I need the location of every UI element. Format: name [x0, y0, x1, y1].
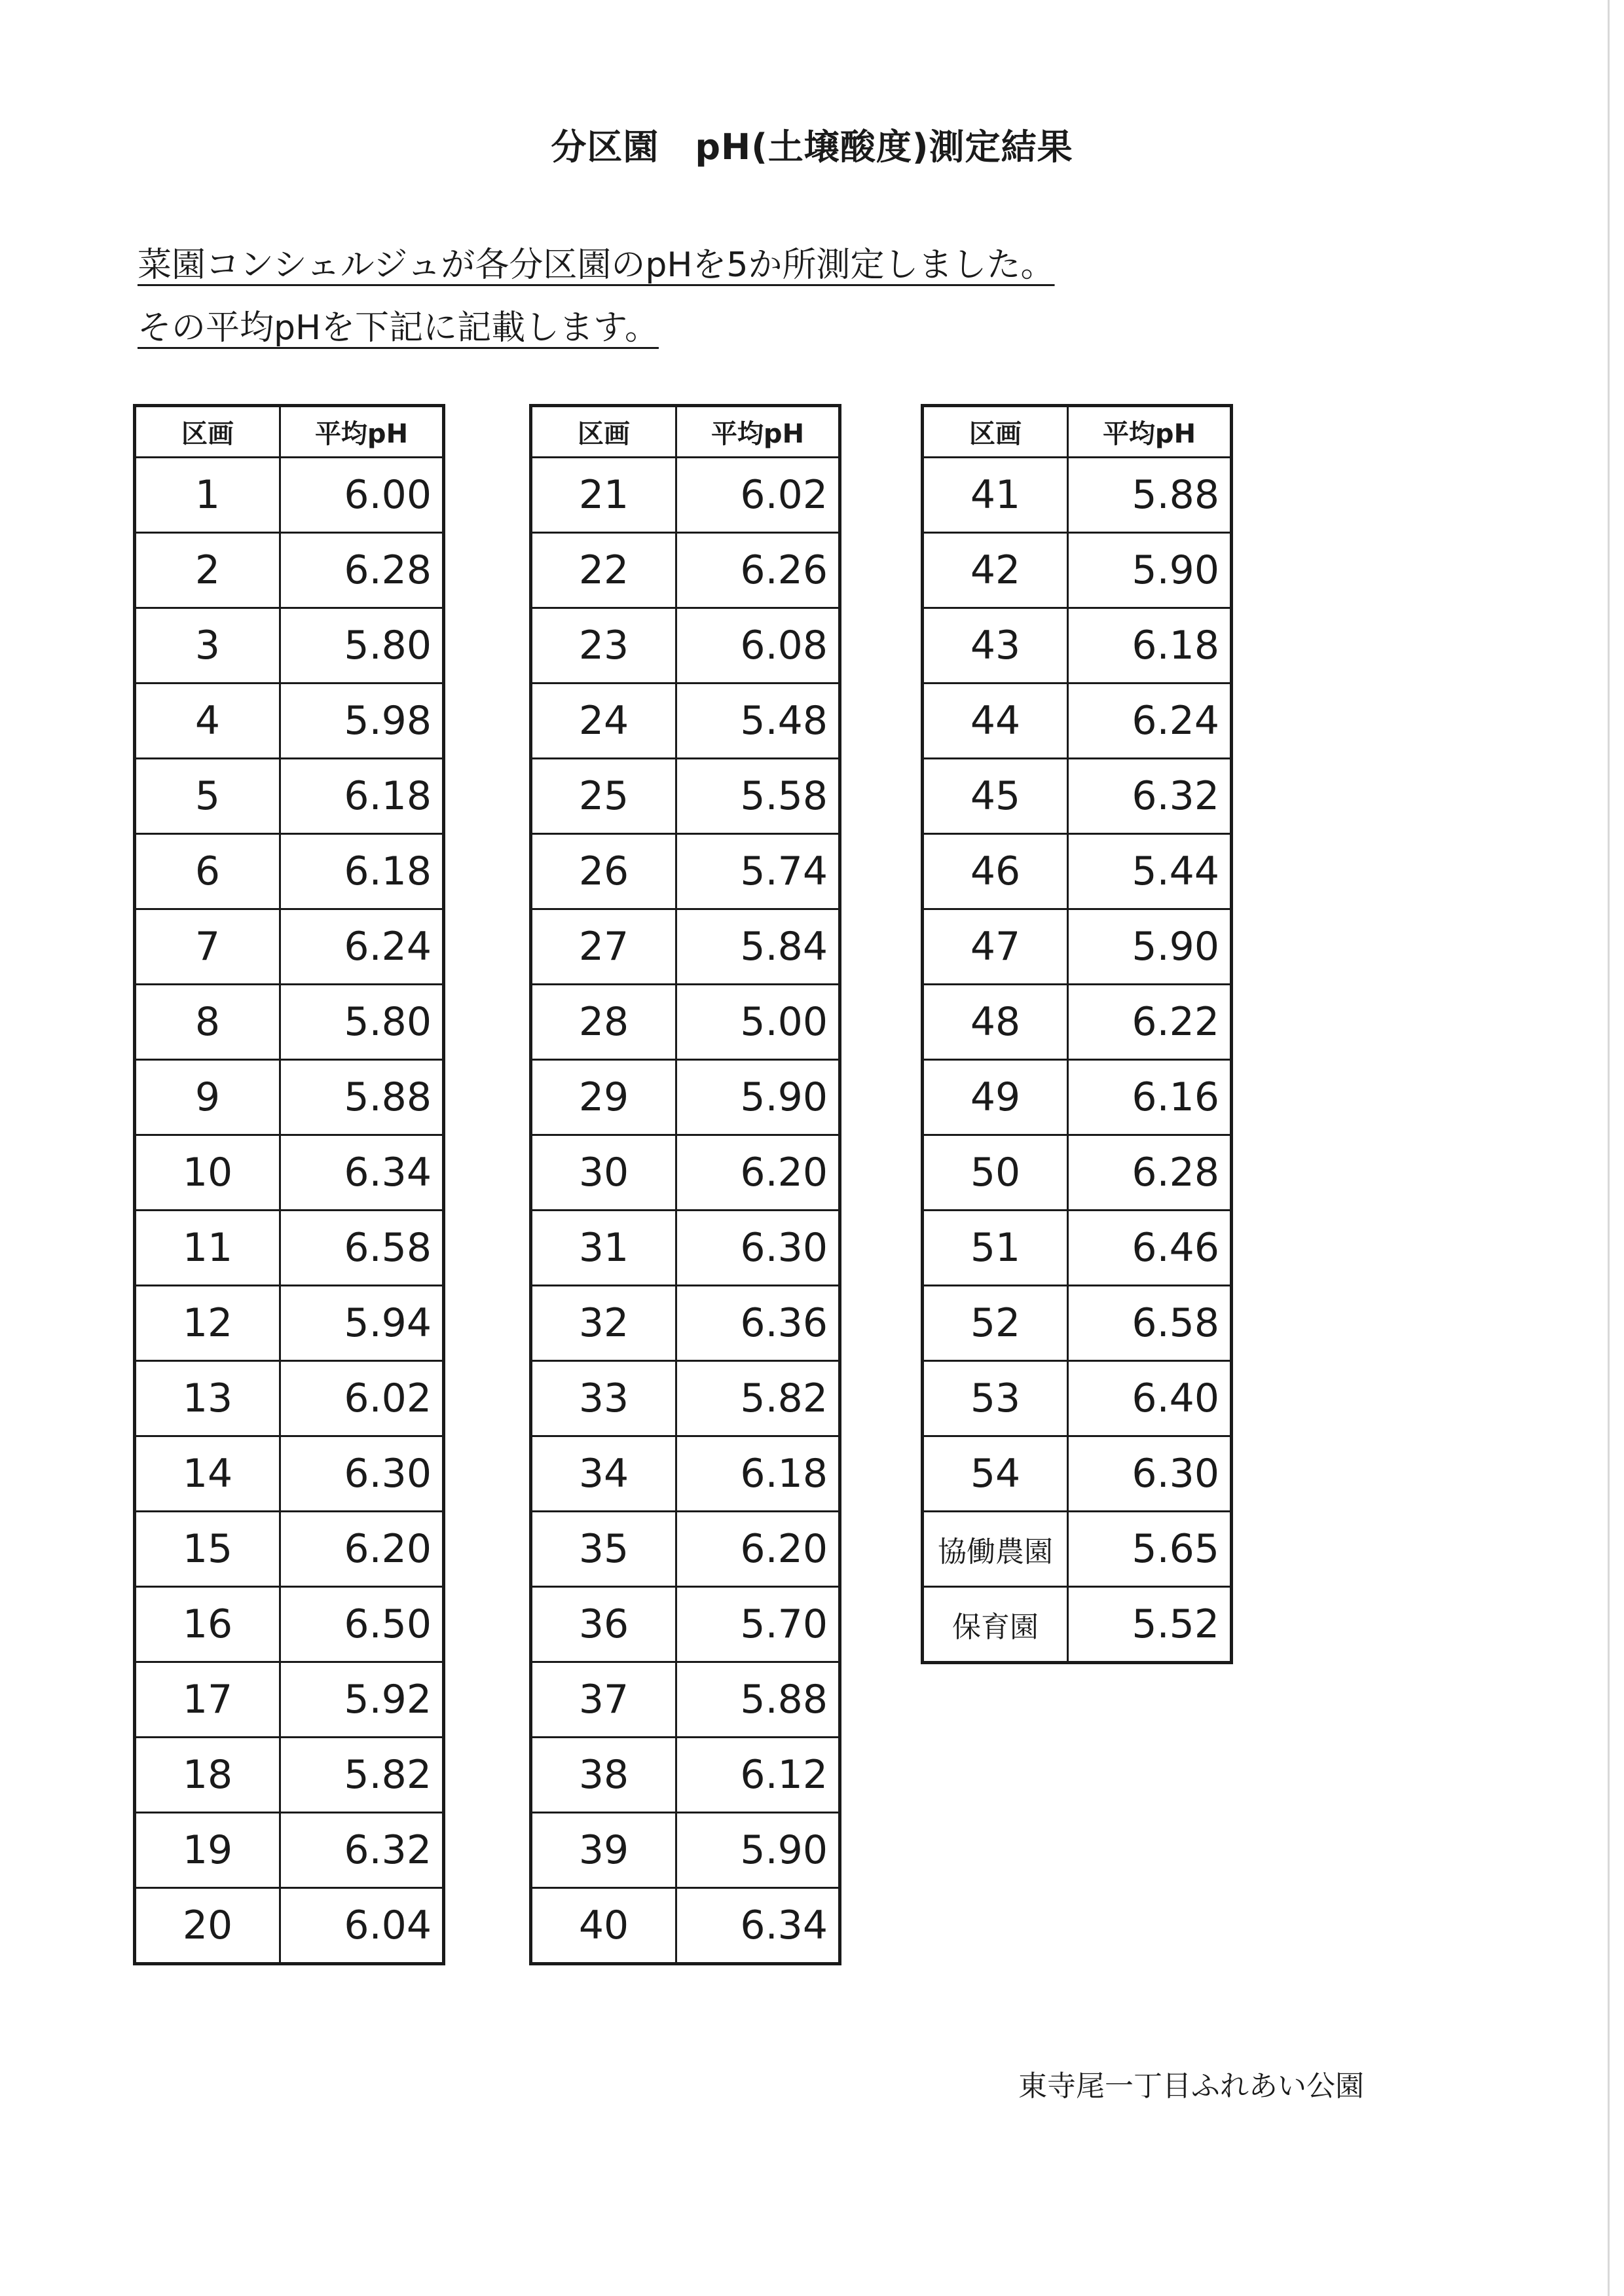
section-cell: 28 — [531, 985, 676, 1060]
section-cell: 10 — [135, 1135, 280, 1211]
section-cell: 36 — [531, 1587, 676, 1662]
section-cell: 30 — [531, 1135, 676, 1211]
table-row — [531, 1060, 840, 1135]
table-row — [135, 1587, 444, 1662]
avg-ph-column-header: 平均pH — [1068, 406, 1232, 458]
section-cell: 50 — [923, 1135, 1068, 1211]
section-cell: 49 — [923, 1060, 1068, 1135]
section-column-header: 区画 — [135, 406, 280, 458]
avg-ph-cell: 6.18 — [280, 759, 444, 834]
avg-ph-cell: 5.90 — [1068, 909, 1232, 985]
table-row — [135, 759, 444, 834]
table-row — [531, 759, 840, 834]
avg-ph-cell: 5.98 — [280, 683, 444, 759]
section-cell: 24 — [531, 683, 676, 759]
section-cell: 29 — [531, 1060, 676, 1135]
avg-ph-cell: 5.84 — [676, 909, 840, 985]
avg-ph-cell: 5.44 — [1068, 834, 1232, 909]
table-row — [923, 1361, 1232, 1436]
table-row — [135, 834, 444, 909]
avg-ph-cell: 6.58 — [280, 1211, 444, 1286]
avg-ph-cell: 6.00 — [280, 458, 444, 533]
table-row — [135, 608, 444, 683]
section-cell: 5 — [135, 759, 280, 834]
table-row — [923, 985, 1232, 1060]
table-row — [135, 683, 444, 759]
section-cell: 16 — [135, 1587, 280, 1662]
avg-ph-cell: 6.28 — [280, 533, 444, 608]
table-row — [531, 1361, 840, 1436]
avg-ph-cell: 5.90 — [676, 1060, 840, 1135]
section-cell: 13 — [135, 1361, 280, 1436]
table-row — [531, 1662, 840, 1738]
section-cell: 12 — [135, 1286, 280, 1361]
avg-ph-cell: 5.88 — [676, 1662, 840, 1738]
table-row — [923, 1286, 1232, 1361]
avg-ph-cell: 6.02 — [676, 458, 840, 533]
avg-ph-cell: 6.04 — [280, 1888, 444, 1964]
scan-edge-line — [1608, 0, 1610, 2296]
table-row — [531, 909, 840, 985]
avg-ph-cell: 6.34 — [280, 1135, 444, 1211]
table-row — [135, 1135, 444, 1211]
avg-ph-cell: 5.48 — [676, 683, 840, 759]
section-cell: 7 — [135, 909, 280, 985]
table-row — [531, 834, 840, 909]
section-cell: 11 — [135, 1211, 280, 1286]
section-cell: 54 — [923, 1436, 1068, 1512]
section-cell: 27 — [531, 909, 676, 985]
avg-ph-cell: 6.30 — [676, 1211, 840, 1286]
table-row — [531, 1512, 840, 1587]
avg-ph-cell: 5.88 — [280, 1060, 444, 1135]
table-row — [135, 1286, 444, 1361]
table-header-row — [923, 406, 1232, 458]
page-title: 分区園 pH(土壌酸度)測定結果 — [551, 126, 1073, 168]
avg-ph-cell: 5.74 — [676, 834, 840, 909]
table-row — [135, 1361, 444, 1436]
avg-ph-cell: 5.90 — [676, 1813, 840, 1888]
table-row — [923, 834, 1232, 909]
avg-ph-cell: 5.80 — [280, 608, 444, 683]
avg-ph-cell: 6.26 — [676, 533, 840, 608]
avg-ph-cell: 6.58 — [1068, 1286, 1232, 1361]
section-cell: 43 — [923, 608, 1068, 683]
table-row — [923, 1436, 1232, 1512]
avg-ph-cell: 5.88 — [1068, 458, 1232, 533]
section-cell: 48 — [923, 985, 1068, 1060]
section-cell: 32 — [531, 1286, 676, 1361]
avg-ph-column-header: 平均pH — [676, 406, 840, 458]
table-row — [923, 1060, 1232, 1135]
avg-ph-cell: 6.40 — [1068, 1361, 1232, 1436]
table-row — [923, 683, 1232, 759]
section-cell: 42 — [923, 533, 1068, 608]
section-cell: 22 — [531, 533, 676, 608]
table-row — [531, 1738, 840, 1813]
intro-line-2: その平均pHを下記に記載します。 — [138, 308, 659, 348]
section-cell: 26 — [531, 834, 676, 909]
ph-table-3 — [921, 404, 1233, 1664]
table-header-row — [135, 406, 444, 458]
section-cell: 34 — [531, 1436, 676, 1512]
section-cell: 2 — [135, 533, 280, 608]
avg-ph-cell: 6.20 — [676, 1135, 840, 1211]
table-row — [135, 1738, 444, 1813]
avg-ph-cell: 6.32 — [1068, 759, 1232, 834]
table-row — [923, 1587, 1232, 1663]
table-row — [531, 1135, 840, 1211]
section-cell: 37 — [531, 1662, 676, 1738]
avg-ph-cell: 6.16 — [1068, 1060, 1232, 1135]
avg-ph-cell: 6.46 — [1068, 1211, 1232, 1286]
avg-ph-cell: 5.70 — [676, 1587, 840, 1662]
table-row — [531, 1436, 840, 1512]
table-header-row — [531, 406, 840, 458]
avg-ph-cell: 6.24 — [280, 909, 444, 985]
avg-ph-cell: 6.18 — [676, 1436, 840, 1512]
avg-ph-cell: 6.20 — [676, 1512, 840, 1587]
avg-ph-cell: 5.82 — [280, 1738, 444, 1813]
avg-ph-cell: 6.22 — [1068, 985, 1232, 1060]
section-cell: 53 — [923, 1361, 1068, 1436]
table-row — [531, 985, 840, 1060]
section-cell: 46 — [923, 834, 1068, 909]
table-row — [135, 533, 444, 608]
avg-ph-cell: 6.24 — [1068, 683, 1232, 759]
avg-ph-cell: 6.28 — [1068, 1135, 1232, 1211]
table-row — [531, 458, 840, 533]
section-cell: 47 — [923, 909, 1068, 985]
table-row — [923, 909, 1232, 985]
park-name-footer: 東寺尾一丁目ふれあい公園 — [1018, 2069, 1364, 2103]
avg-ph-cell: 6.34 — [676, 1888, 840, 1964]
section-cell: 6 — [135, 834, 280, 909]
section-cell: 25 — [531, 759, 676, 834]
section-cell: 31 — [531, 1211, 676, 1286]
avg-ph-cell: 6.36 — [676, 1286, 840, 1361]
section-cell: 協働農園 — [923, 1512, 1068, 1587]
section-cell: 52 — [923, 1286, 1068, 1361]
table-row — [135, 1888, 444, 1964]
section-cell: 18 — [135, 1738, 280, 1813]
avg-ph-cell: 5.82 — [676, 1361, 840, 1436]
ph-table-1 — [133, 404, 445, 1965]
avg-ph-cell: 5.65 — [1068, 1512, 1232, 1587]
section-cell: 保育園 — [923, 1587, 1068, 1663]
table-row — [531, 1813, 840, 1888]
table-row — [135, 1813, 444, 1888]
section-cell: 51 — [923, 1211, 1068, 1286]
avg-ph-cell: 6.30 — [280, 1436, 444, 1512]
table-row — [135, 1512, 444, 1587]
avg-ph-cell: 6.02 — [280, 1361, 444, 1436]
intro-line-1: 菜園コンシェルジュが各分区園のpHを5か所測定しました。 — [138, 246, 1055, 285]
avg-ph-cell: 6.50 — [280, 1587, 444, 1662]
avg-ph-cell: 6.30 — [1068, 1436, 1232, 1512]
avg-ph-cell: 6.18 — [280, 834, 444, 909]
section-cell: 17 — [135, 1662, 280, 1738]
section-cell: 19 — [135, 1813, 280, 1888]
table-row — [923, 458, 1232, 533]
section-cell: 33 — [531, 1361, 676, 1436]
avg-ph-cell: 6.08 — [676, 608, 840, 683]
table-row — [135, 1662, 444, 1738]
avg-ph-cell: 6.18 — [1068, 608, 1232, 683]
table-row — [923, 1512, 1232, 1587]
avg-ph-cell: 5.90 — [1068, 533, 1232, 608]
section-cell: 23 — [531, 608, 676, 683]
section-cell: 44 — [923, 683, 1068, 759]
section-cell: 35 — [531, 1512, 676, 1587]
table-row — [531, 1286, 840, 1361]
section-cell: 40 — [531, 1888, 676, 1964]
section-cell: 20 — [135, 1888, 280, 1964]
table-row — [923, 608, 1232, 683]
section-cell: 15 — [135, 1512, 280, 1587]
table-row — [135, 909, 444, 985]
avg-ph-cell: 5.80 — [280, 985, 444, 1060]
section-cell: 8 — [135, 985, 280, 1060]
avg-ph-cell: 5.92 — [280, 1662, 444, 1738]
table-row — [531, 608, 840, 683]
section-cell: 4 — [135, 683, 280, 759]
avg-ph-cell: 6.32 — [280, 1813, 444, 1888]
table-row — [531, 1211, 840, 1286]
avg-ph-cell: 5.94 — [280, 1286, 444, 1361]
table-row — [135, 458, 444, 533]
table-row — [923, 1211, 1232, 1286]
section-cell: 21 — [531, 458, 676, 533]
section-cell: 39 — [531, 1813, 676, 1888]
table-row — [135, 1436, 444, 1512]
avg-ph-cell: 5.00 — [676, 985, 840, 1060]
section-cell: 9 — [135, 1060, 280, 1135]
table-row — [923, 533, 1232, 608]
section-cell: 41 — [923, 458, 1068, 533]
table-row — [531, 1587, 840, 1662]
avg-ph-cell: 6.20 — [280, 1512, 444, 1587]
ph-table-2 — [529, 404, 841, 1965]
table-row — [531, 683, 840, 759]
avg-ph-cell: 5.58 — [676, 759, 840, 834]
table-row — [135, 1211, 444, 1286]
section-cell: 1 — [135, 458, 280, 533]
avg-ph-cell: 6.12 — [676, 1738, 840, 1813]
section-column-header: 区画 — [923, 406, 1068, 458]
table-row — [135, 985, 444, 1060]
section-cell: 45 — [923, 759, 1068, 834]
table-row — [135, 1060, 444, 1135]
table-row — [923, 759, 1232, 834]
avg-ph-column-header: 平均pH — [280, 406, 444, 458]
table-row — [923, 1135, 1232, 1211]
avg-ph-cell: 5.52 — [1068, 1587, 1232, 1663]
section-cell: 14 — [135, 1436, 280, 1512]
section-column-header: 区画 — [531, 406, 676, 458]
table-row — [531, 533, 840, 608]
table-row — [531, 1888, 840, 1964]
section-cell: 38 — [531, 1738, 676, 1813]
section-cell: 3 — [135, 608, 280, 683]
